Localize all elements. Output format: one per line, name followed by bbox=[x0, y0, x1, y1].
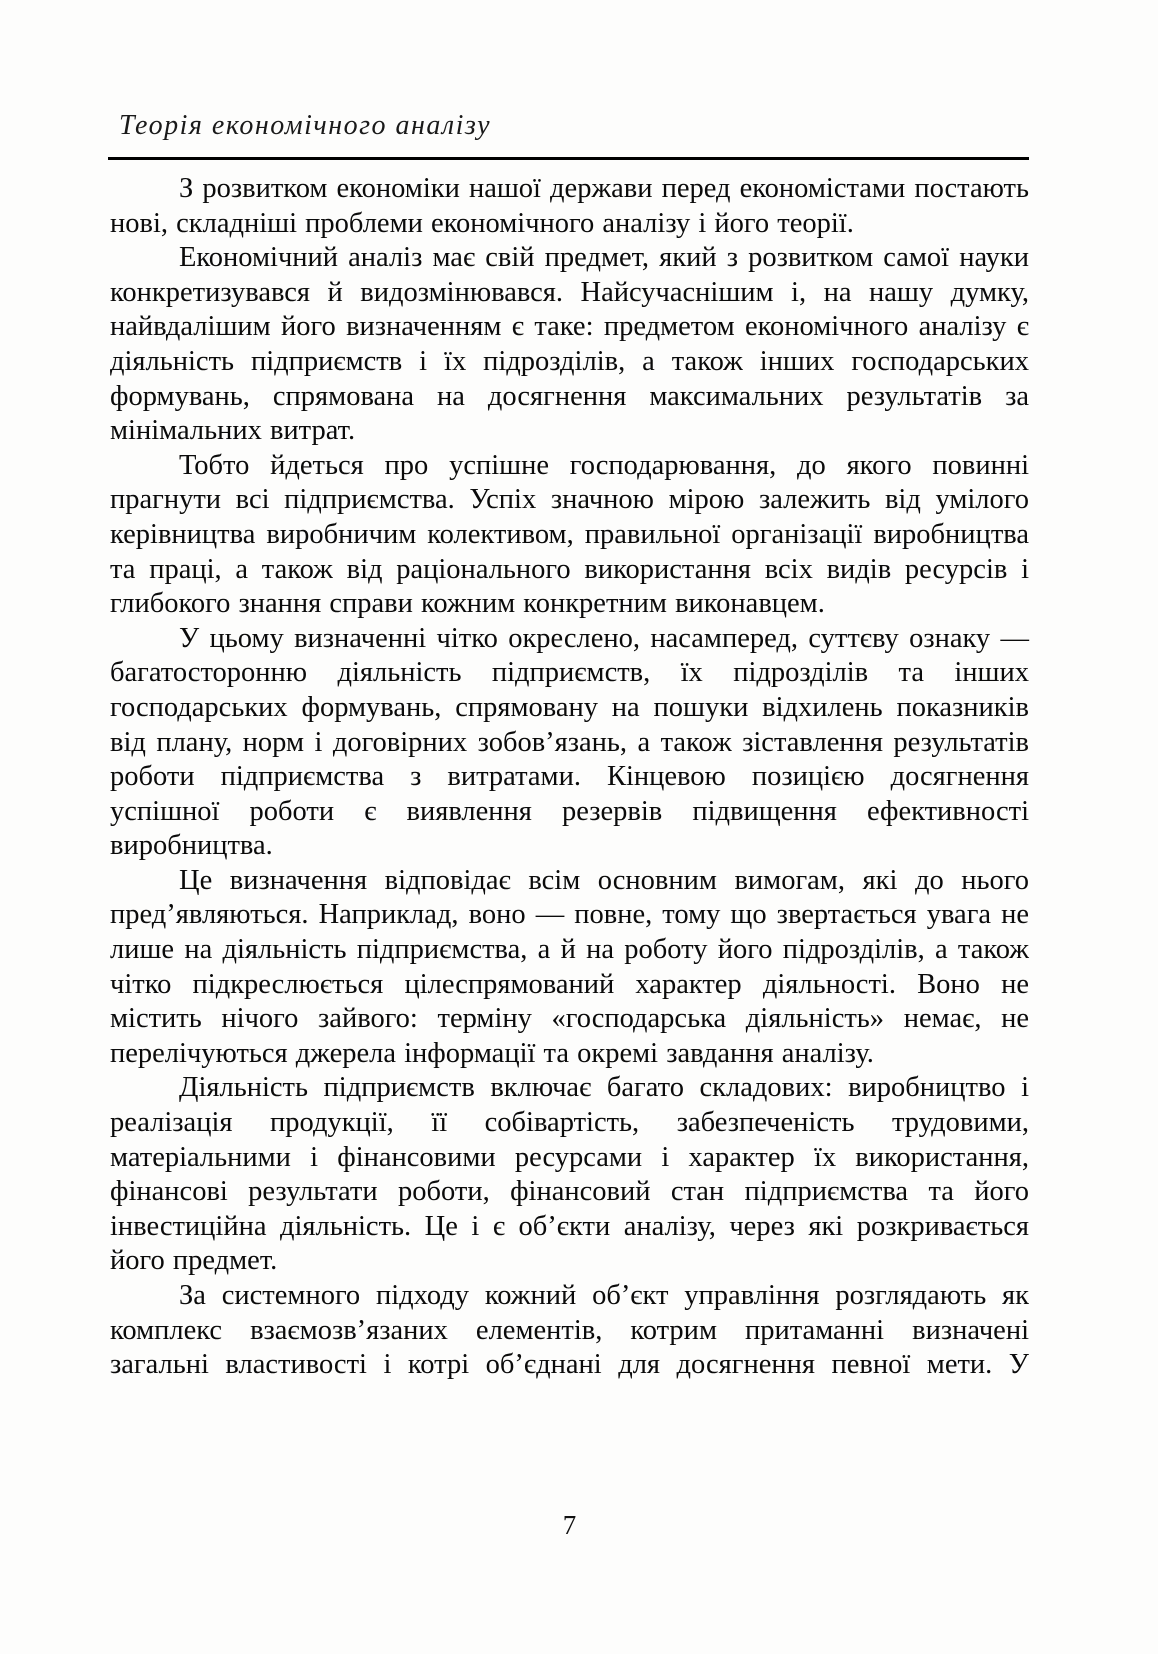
body-paragraph-5: Це визначення відповідає всім основним вимогам, які до нього пред’являються. Наприклад, воно — повне, тому що звертається увага не лише на діяльність підприємства, а й на роботу його підрозділів, а також чітко підкреслюється цілеспрямований характер діяльності. Воно не містить нічого зайвого: терміну «господарська діяльність» немає, не перелічуються джерела інформації та окремі завдання аналізу. bbox=[110, 864, 1029, 1069]
body-paragraph-7: За системного підходу кожний об’єкт управління розглядають як комплекс взаємозв’язаних елементів, котрим притаманні визначені загальні властивості і котрі об’єднані для досягнення певної мети. У bbox=[110, 1280, 1029, 1381]
page-number: 7 bbox=[562, 1510, 577, 1540]
body-paragraph-2: Економічний аналіз має свій предмет, який з розвитком самої науки конкретизувався й видозмінювався. Найсучаснішим і, на нашу думку, найвдалішим його визначенням є таке: предметом економічного аналізу є діяльність підприємств і їх підрозділів, а також інших господарських формувань, спрямована на досягнення максимальних результатів за мінімальних витрат. bbox=[110, 242, 1029, 447]
header-rule bbox=[108, 157, 1029, 160]
running-header: Теорія економічного аналізу bbox=[119, 110, 492, 141]
body-paragraph-1: З розвитком економіки нашої держави перед економістами постають нові, складніші проблеми економічного аналізу і його теорії. bbox=[110, 173, 1029, 239]
page-body bbox=[110, 172, 1029, 1383]
body-paragraph-3: Тобто йдеться про успішне господарювання, до якого повинні прагнути всі підприємства. Успіх значною мірою залежить від умілого керівництва виробничим колективом, правильної організації виробництва та праці, а також від раціонального використання всіх видів ресурсів і глибокого знання справи кожним конкретним виконавцем. bbox=[110, 449, 1029, 620]
body-paragraph-4: У цьому визначенні чітко окреслено, насамперед, суттєву ознаку — багатосторонню діяльність підприємств, їх підрозділів та інших господарських формувань, спрямовану на пошуки відхилень показників від плану, норм і договірних зобов’язань, а також зіставлення результатів роботи підприємства з витратами. Кінцевою позицією досягнення успішної роботи є виявлення резервів підвищення ефективності виробництва. bbox=[110, 622, 1029, 862]
body-paragraph-6: Діяльність підприємств включає багато складових: виробництво і реалізація продукції, її собівартість, забезпеченість трудовими, матеріальними і фінансовими ресурсами і характер їх використання, фінансові результати роботи, фінансовий стан підприємства та його інвестиційна діяльність. Це і є об’єкти аналізу, через які розкривається його предмет. bbox=[110, 1072, 1029, 1277]
